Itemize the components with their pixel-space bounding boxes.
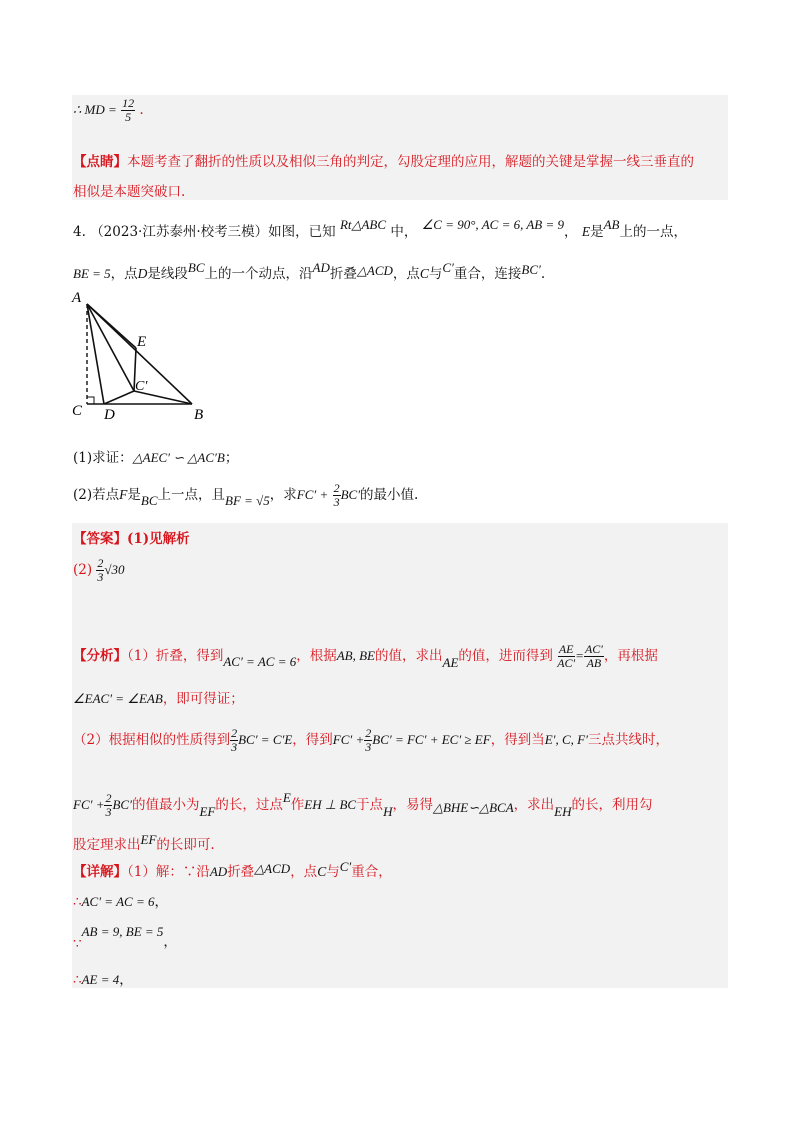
detail-line-1: 【详解】（1）解：∵沿AD折叠△ACD，点C与C′重合， [73, 859, 392, 880]
analysis-line-3: （2）根据相似的性质得到 $\frac{2}{3}$ BC′ = C′E，得到FC′ + $\frac{2}{3}$ BC′ = FC′ + EC′ ≥ EF，得到当E′, C, F′三点共线时， [73, 726, 669, 754]
right-angle-mark [87, 397, 94, 404]
part-1: (1)求证：△AEC′ ∽ △AC′B； [73, 450, 239, 466]
segment-ae [87, 304, 136, 348]
solution-box-bottom [72, 523, 728, 988]
label-b: B [194, 407, 204, 423]
part-2: (2)若点F是BC上一点，且BF = √5，求FC′ + $\frac{2}{3}$ BC′的最小值. [73, 481, 419, 509]
detail-line-4: ∴AE = 4， [73, 972, 133, 988]
label-c: C [72, 403, 83, 419]
segment-dc-prime [104, 391, 134, 404]
detail-line-2: ∴AC′ = AC = 6， [73, 894, 168, 910]
label-c-prime: C′ [135, 379, 148, 394]
problem-line-1: 4. （2023·江苏泰州·校考三模）如图，已知 Rt△ABC 中， ∠C = 90°, AC = 6, AB = 9， E是AB上的一点， [73, 217, 687, 240]
answer-line-1: 【答案】(1)见解析 [73, 531, 190, 547]
geometry-figure [70, 290, 210, 425]
md-fraction: $\frac{12}{5}$ [122, 96, 135, 124]
label-d: D [104, 407, 115, 423]
detail-line-3: ∵AB = 9, BE = 5， [73, 924, 177, 952]
answer-tag: 【答案】 [73, 531, 127, 547]
analysis-line-1: 【分析】（1）折叠，得到AC′ = AC = 6，根据AB, BE的值，求出AE的值，进而得到 $\frac{AE}{AC'}$ = $\frac{AC'}{AB}$ ，再根据 [73, 642, 658, 670]
comment-tag: 【点睛】 [73, 154, 127, 170]
label-a: A [72, 290, 82, 306]
label-e: E [137, 334, 147, 350]
comment-line-1: 【点睛】本题考查了翻折的性质以及相似三角的判定，勾股定理的应用，解题的关键是掌握一线三垂直的 [73, 154, 694, 170]
problem-line-2: BE = 5，点D是线段BC上的一个动点，沿AD折叠△ACD，点C与C′重合，连接BC′. [73, 260, 546, 282]
analysis-tag: 【分析】 [73, 648, 127, 664]
analysis-line-5: 股定理求出EF的长即可. [73, 832, 215, 853]
analysis-line-2: ∠EAC′ = ∠EAB，即可得证； [73, 691, 244, 707]
answer-line-2: (2) $\frac{2}{3}$ √30 [73, 556, 125, 584]
comment-line-2: 相似是本题突破口. [73, 184, 186, 200]
detail-tag: 【详解】 [73, 864, 127, 880]
md-result: ∴ MD = $\frac{12}{5}$ . [73, 96, 144, 124]
analysis-line-4: FC′ + $\frac{2}{3}$ BC′的值最小为EF的长，过点E作EH ⊥ BC于点H，易得△BHE∽△BCA，求出EH的长，利用勾 [73, 790, 653, 819]
